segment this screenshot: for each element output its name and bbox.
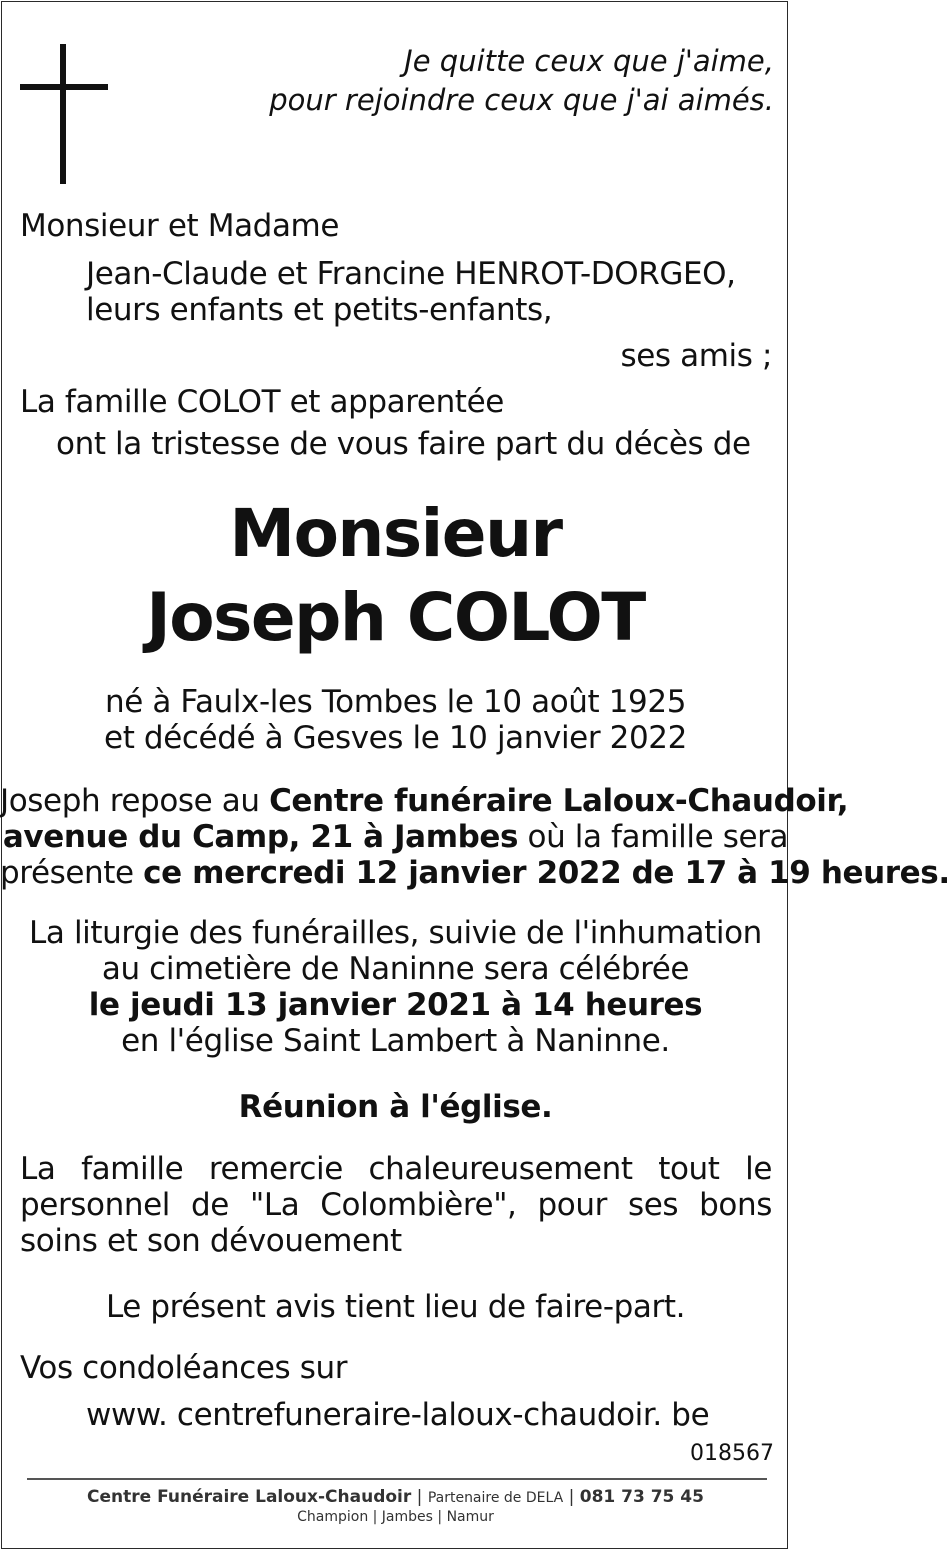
deceased-title: Monsieur xyxy=(229,495,562,572)
condolences-url[interactable]: www. centrefuneraire-laloux-chaudoir. be xyxy=(86,1397,710,1433)
funeral-line-2: au cimetière de Naninne sera célébrée xyxy=(101,951,690,987)
footer-phone[interactable]: 081 73 75 45 xyxy=(579,1487,704,1507)
epigraph-line-2: pour rejoindre ceux que j'ai aimés. xyxy=(269,83,774,117)
family-line-2: Jean-Claude et Francine HENROT-DORGEO, xyxy=(86,256,736,292)
family-line-1: Monsieur et Madame xyxy=(20,208,340,244)
death-line: et décédé à Gesves le 10 janvier 2022 xyxy=(104,720,687,756)
epigraph-line-1: Je quitte ceux que j'aime, xyxy=(404,44,774,78)
family-line-3: leurs enfants et petits-enfants, xyxy=(86,292,553,328)
visitation-text-3a: présente xyxy=(0,855,144,891)
notice-line: Le présent avis tient lieu de faire-part. xyxy=(105,1289,686,1325)
footer-locations: Champion | Jambes | Namur xyxy=(297,1509,494,1525)
visitation-time: ce mercredi 12 janvier 2022 de 17 à 19 heures. xyxy=(143,855,950,891)
footer-main-line xyxy=(0,1486,791,1509)
visitation-place: Centre funéraire Laloux-Chaudoir, xyxy=(269,783,849,819)
footer-separator-1: | xyxy=(411,1487,428,1507)
deceased-name: Joseph COLOT xyxy=(146,579,645,656)
funeral-line-1: La liturgie des funérailles, suivie de l'inhumation xyxy=(29,915,762,951)
reference-number: 018567 xyxy=(690,1441,774,1466)
meeting-line: Réunion à l'église. xyxy=(238,1089,553,1125)
visitation-text-1a: Joseph repose au xyxy=(0,783,270,819)
family-line-6: ont la tristesse de vous faire part du décès de xyxy=(56,426,751,462)
funeral-date: le jeudi 13 janvier 2021 à 14 heures xyxy=(88,987,703,1023)
visitation-address: avenue du Camp, 21 à Jambes xyxy=(2,819,519,855)
family-line-5: La famille COLOT et apparentée xyxy=(20,384,504,420)
footer-divider xyxy=(27,1478,767,1480)
thanks-paragraph: La famille remercie chaleureusement tout le personnel de "La Colombière", pour ses bons soins et son dévouement xyxy=(20,1151,772,1259)
footer-separator-2: | xyxy=(563,1487,580,1507)
visitation-line-3 xyxy=(0,855,950,891)
footer-company-name: Centre Funéraire Laloux-Chaudoir xyxy=(87,1487,412,1507)
condolences-label: Vos condoléances sur xyxy=(20,1350,348,1386)
visitation-line-2 xyxy=(0,819,791,855)
footer-partner: Partenaire de DELA xyxy=(427,1490,564,1506)
funeral-place: en l'église Saint Lambert à Naninne. xyxy=(121,1023,670,1059)
birth-line: né à Faulx-les Tombes le 10 août 1925 xyxy=(104,684,687,720)
visitation-line-1 xyxy=(0,783,849,819)
visitation-text-2b: où la famille sera xyxy=(518,819,789,855)
family-line-4: ses amis ; xyxy=(620,338,772,374)
